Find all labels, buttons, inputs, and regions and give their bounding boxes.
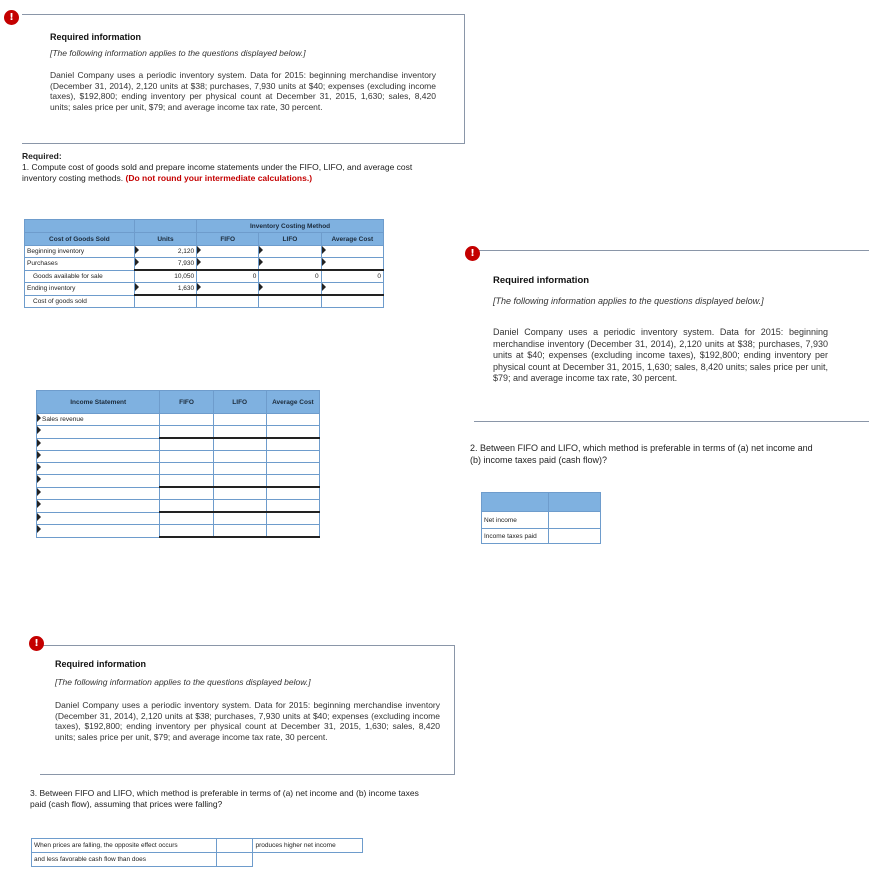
table-row bbox=[32, 853, 363, 867]
statement-2-label: and less favorable cash flow than does bbox=[32, 853, 217, 867]
input-marker-icon bbox=[37, 525, 41, 533]
input-marker-icon bbox=[259, 258, 263, 266]
lifo-input[interactable] bbox=[213, 463, 266, 475]
lifo-input[interactable] bbox=[213, 451, 266, 463]
table-row bbox=[25, 270, 384, 283]
input-marker-icon bbox=[37, 451, 41, 459]
input-marker-icon bbox=[135, 246, 139, 254]
row-label: Purchases bbox=[25, 258, 135, 271]
input-marker-icon bbox=[37, 500, 41, 508]
info-note: [The following information applies to the questions displayed below.] bbox=[493, 296, 764, 306]
fifo-value bbox=[197, 295, 259, 308]
average-input[interactable] bbox=[321, 283, 383, 296]
lifo-input[interactable] bbox=[259, 258, 321, 271]
fifo-input[interactable] bbox=[160, 414, 213, 426]
row-label: Goods available for sale bbox=[25, 270, 135, 283]
col-lifo: LIFO bbox=[213, 391, 266, 414]
label-input[interactable] bbox=[37, 438, 160, 451]
table-row bbox=[37, 414, 320, 426]
label-input[interactable] bbox=[37, 500, 160, 513]
fifo-input[interactable] bbox=[160, 512, 213, 525]
input-marker-icon bbox=[197, 283, 201, 291]
info-note: [The following information applies to the questions displayed below.] bbox=[50, 48, 306, 58]
units-value: 2,120 bbox=[177, 248, 195, 255]
average-input[interactable] bbox=[266, 463, 319, 475]
col-average: Average Cost bbox=[321, 233, 383, 246]
table-row bbox=[37, 426, 320, 439]
units-value: 10,050 bbox=[134, 270, 196, 283]
col-fifo: FIFO bbox=[197, 233, 259, 246]
net-income-select[interactable] bbox=[548, 512, 600, 529]
average-input[interactable] bbox=[266, 414, 319, 426]
required-label: Required: bbox=[22, 151, 62, 161]
label-input[interactable] bbox=[37, 475, 160, 488]
input-marker-icon bbox=[37, 475, 41, 483]
table-row bbox=[37, 451, 320, 463]
fifo-input[interactable] bbox=[160, 475, 213, 488]
info-body: Daniel Company uses a periodic inventory system. Data for 2015: beginning merchandise inventory (December 31, 2014), 2,120 units at $38; purchases, 7,930 units at $40; expenses (excluding income taxes), $192,800; ending inventory per physical count at December 31, 2015, 1,630; sales, 8,420 units; sales price per unit, $79; and average income tax rate, 30 percent. bbox=[55, 700, 440, 742]
label-input[interactable] bbox=[37, 463, 160, 475]
col-average: Average Cost bbox=[266, 391, 319, 414]
table-row bbox=[37, 525, 320, 538]
lifo-input[interactable] bbox=[213, 512, 266, 525]
fifo-input[interactable] bbox=[197, 246, 259, 258]
input-marker-icon bbox=[135, 258, 139, 266]
net-income-label: Net income bbox=[482, 512, 549, 529]
info-note: [The following information applies to the questions displayed below.] bbox=[55, 677, 311, 687]
statement-1-label: When prices are falling, the opposite effect occurs bbox=[32, 839, 217, 853]
units-value bbox=[134, 295, 196, 308]
average-input[interactable] bbox=[266, 525, 319, 538]
average-input[interactable] bbox=[266, 426, 319, 439]
lifo-value: 0 bbox=[259, 270, 321, 283]
table-row bbox=[482, 512, 601, 529]
col-cogs: Cost of Goods Sold bbox=[25, 233, 135, 246]
input-marker-icon bbox=[197, 246, 201, 254]
input-marker-icon bbox=[37, 439, 41, 447]
row-label: Ending inventory bbox=[25, 283, 135, 296]
alert-icon: ! bbox=[29, 636, 44, 651]
lifo-input[interactable] bbox=[213, 414, 266, 426]
average-input[interactable] bbox=[321, 258, 383, 271]
answer-1-select[interactable] bbox=[253, 839, 363, 853]
units-input[interactable] bbox=[134, 246, 196, 258]
lifo-input[interactable] bbox=[213, 475, 266, 488]
units-input[interactable] bbox=[134, 258, 196, 271]
alert-icon: ! bbox=[465, 246, 480, 261]
col-units: Units bbox=[134, 233, 196, 246]
input-marker-icon bbox=[135, 283, 139, 291]
table-row bbox=[25, 295, 384, 308]
answer-1-blank[interactable] bbox=[217, 839, 253, 853]
info-body: Daniel Company uses a periodic inventory system. Data for 2015: beginning merchandise inventory (December 31, 2014), 2,120 units at $38; purchases, 7,930 units at $40; expenses (excluding income taxes), $192,800; ending inventory per physical count at December 31, 2015, 1,630; sales, 8,420 units; sales price per unit, $79; and average income tax rate, 30 percent. bbox=[50, 70, 436, 112]
col-lifo: LIFO bbox=[259, 233, 321, 246]
input-marker-icon bbox=[322, 258, 326, 266]
question-1-body: 1. Compute cost of goods sold and prepare income statements under the FIFO, LIFO, and average cost inventory costing methods. bbox=[22, 162, 413, 183]
average-input[interactable] bbox=[266, 451, 319, 463]
average-input[interactable] bbox=[266, 475, 319, 488]
answer-2-select[interactable] bbox=[217, 853, 253, 867]
lifo-input[interactable] bbox=[213, 426, 266, 439]
average-input[interactable] bbox=[321, 246, 383, 258]
info-title: Required information bbox=[55, 659, 147, 669]
empty-cell bbox=[253, 853, 363, 867]
table-row bbox=[37, 463, 320, 475]
income-statement-table bbox=[36, 390, 320, 538]
question-2-text: 2. Between FIFO and LIFO, which method is preferable in terms of (a) net income and (b) income taxes paid (cash flow)? bbox=[470, 443, 813, 465]
info-title: Required information bbox=[50, 32, 142, 42]
fifo-input[interactable] bbox=[160, 463, 213, 475]
units-value: 7,930 bbox=[177, 260, 195, 267]
answer-1-value: produces higher net income bbox=[255, 842, 336, 849]
label-input[interactable] bbox=[37, 451, 160, 463]
fifo-input[interactable] bbox=[160, 426, 213, 439]
sales-revenue-label[interactable] bbox=[37, 414, 160, 426]
fifo-input[interactable] bbox=[160, 525, 213, 538]
fifo-input[interactable] bbox=[160, 487, 213, 500]
info-body: Daniel Company uses a periodic inventory system. Data for 2015: beginning merchandise inventory (December 31, 2014), 2,120 units at $38; purchases, 7,930 units at $40; expenses (excluding income taxes), $192,800; ending inventory per physical count at December 31, 2015, 1,630; sales, 8,420 units; sales price per unit, $79; and average income tax rate, 30 percent. bbox=[493, 327, 828, 383]
input-marker-icon bbox=[37, 488, 41, 496]
lifo-input[interactable] bbox=[213, 487, 266, 500]
label-input[interactable] bbox=[37, 525, 160, 538]
fifo-input[interactable] bbox=[160, 438, 213, 451]
income-taxes-label: Income taxes paid bbox=[482, 529, 549, 544]
average-input[interactable] bbox=[266, 512, 319, 525]
input-marker-icon bbox=[37, 513, 41, 521]
question-2-table bbox=[481, 492, 601, 544]
table-row bbox=[37, 487, 320, 500]
input-marker-icon bbox=[37, 463, 41, 471]
label-input[interactable] bbox=[37, 512, 160, 525]
fifo-input[interactable] bbox=[197, 283, 259, 296]
units-value: 1,630 bbox=[177, 285, 195, 292]
lifo-input[interactable] bbox=[213, 500, 266, 513]
lifo-input[interactable] bbox=[213, 438, 266, 451]
table-row bbox=[37, 512, 320, 525]
label-input[interactable] bbox=[37, 487, 160, 500]
label-input[interactable] bbox=[37, 426, 160, 439]
income-taxes-select[interactable] bbox=[548, 529, 600, 544]
row-label: Beginning inventory bbox=[25, 246, 135, 258]
row-label: Cost of goods sold bbox=[25, 295, 135, 308]
table-row bbox=[482, 529, 601, 544]
cogs-table bbox=[24, 219, 384, 308]
input-marker-icon bbox=[37, 414, 41, 422]
table-row bbox=[25, 246, 384, 258]
average-input[interactable] bbox=[266, 500, 319, 513]
units-input[interactable] bbox=[134, 283, 196, 296]
question-1-emphasis: (Do not round your intermediate calculations.) bbox=[125, 172, 313, 183]
average-input[interactable] bbox=[266, 438, 319, 451]
lifo-input[interactable] bbox=[259, 283, 321, 296]
input-marker-icon bbox=[259, 283, 263, 291]
input-marker-icon bbox=[259, 246, 263, 254]
table-row bbox=[25, 283, 384, 296]
table-row bbox=[37, 475, 320, 488]
col-fifo: FIFO bbox=[160, 391, 213, 414]
table-row bbox=[37, 438, 320, 451]
input-marker-icon bbox=[37, 426, 41, 434]
alert-icon: ! bbox=[4, 10, 19, 25]
lifo-value bbox=[259, 295, 321, 308]
fifo-input[interactable] bbox=[160, 500, 213, 513]
input-marker-icon bbox=[197, 258, 201, 266]
row-label: Sales revenue bbox=[42, 416, 84, 423]
average-input[interactable] bbox=[266, 487, 319, 500]
average-value: 0 bbox=[321, 270, 383, 283]
question-1-text bbox=[22, 162, 422, 183]
inventory-method-header: Inventory Costing Method bbox=[197, 220, 384, 233]
lifo-input[interactable] bbox=[213, 525, 266, 538]
table-row bbox=[37, 500, 320, 513]
table-row bbox=[32, 839, 363, 853]
input-marker-icon bbox=[322, 283, 326, 291]
table-row bbox=[25, 258, 384, 271]
average-value bbox=[321, 295, 383, 308]
question-3-table bbox=[31, 838, 363, 867]
question-3-text: 3. Between FIFO and LIFO, which method is preferable in terms of (a) net income and (b) income taxes paid (cash flow), assuming that prices were falling? bbox=[30, 788, 419, 809]
col-income-statement: Income Statement bbox=[37, 391, 160, 414]
fifo-value: 0 bbox=[197, 270, 259, 283]
input-marker-icon bbox=[322, 246, 326, 254]
fifo-input[interactable] bbox=[160, 451, 213, 463]
lifo-input[interactable] bbox=[259, 246, 321, 258]
info-title: Required information bbox=[493, 275, 590, 286]
fifo-input[interactable] bbox=[197, 258, 259, 271]
